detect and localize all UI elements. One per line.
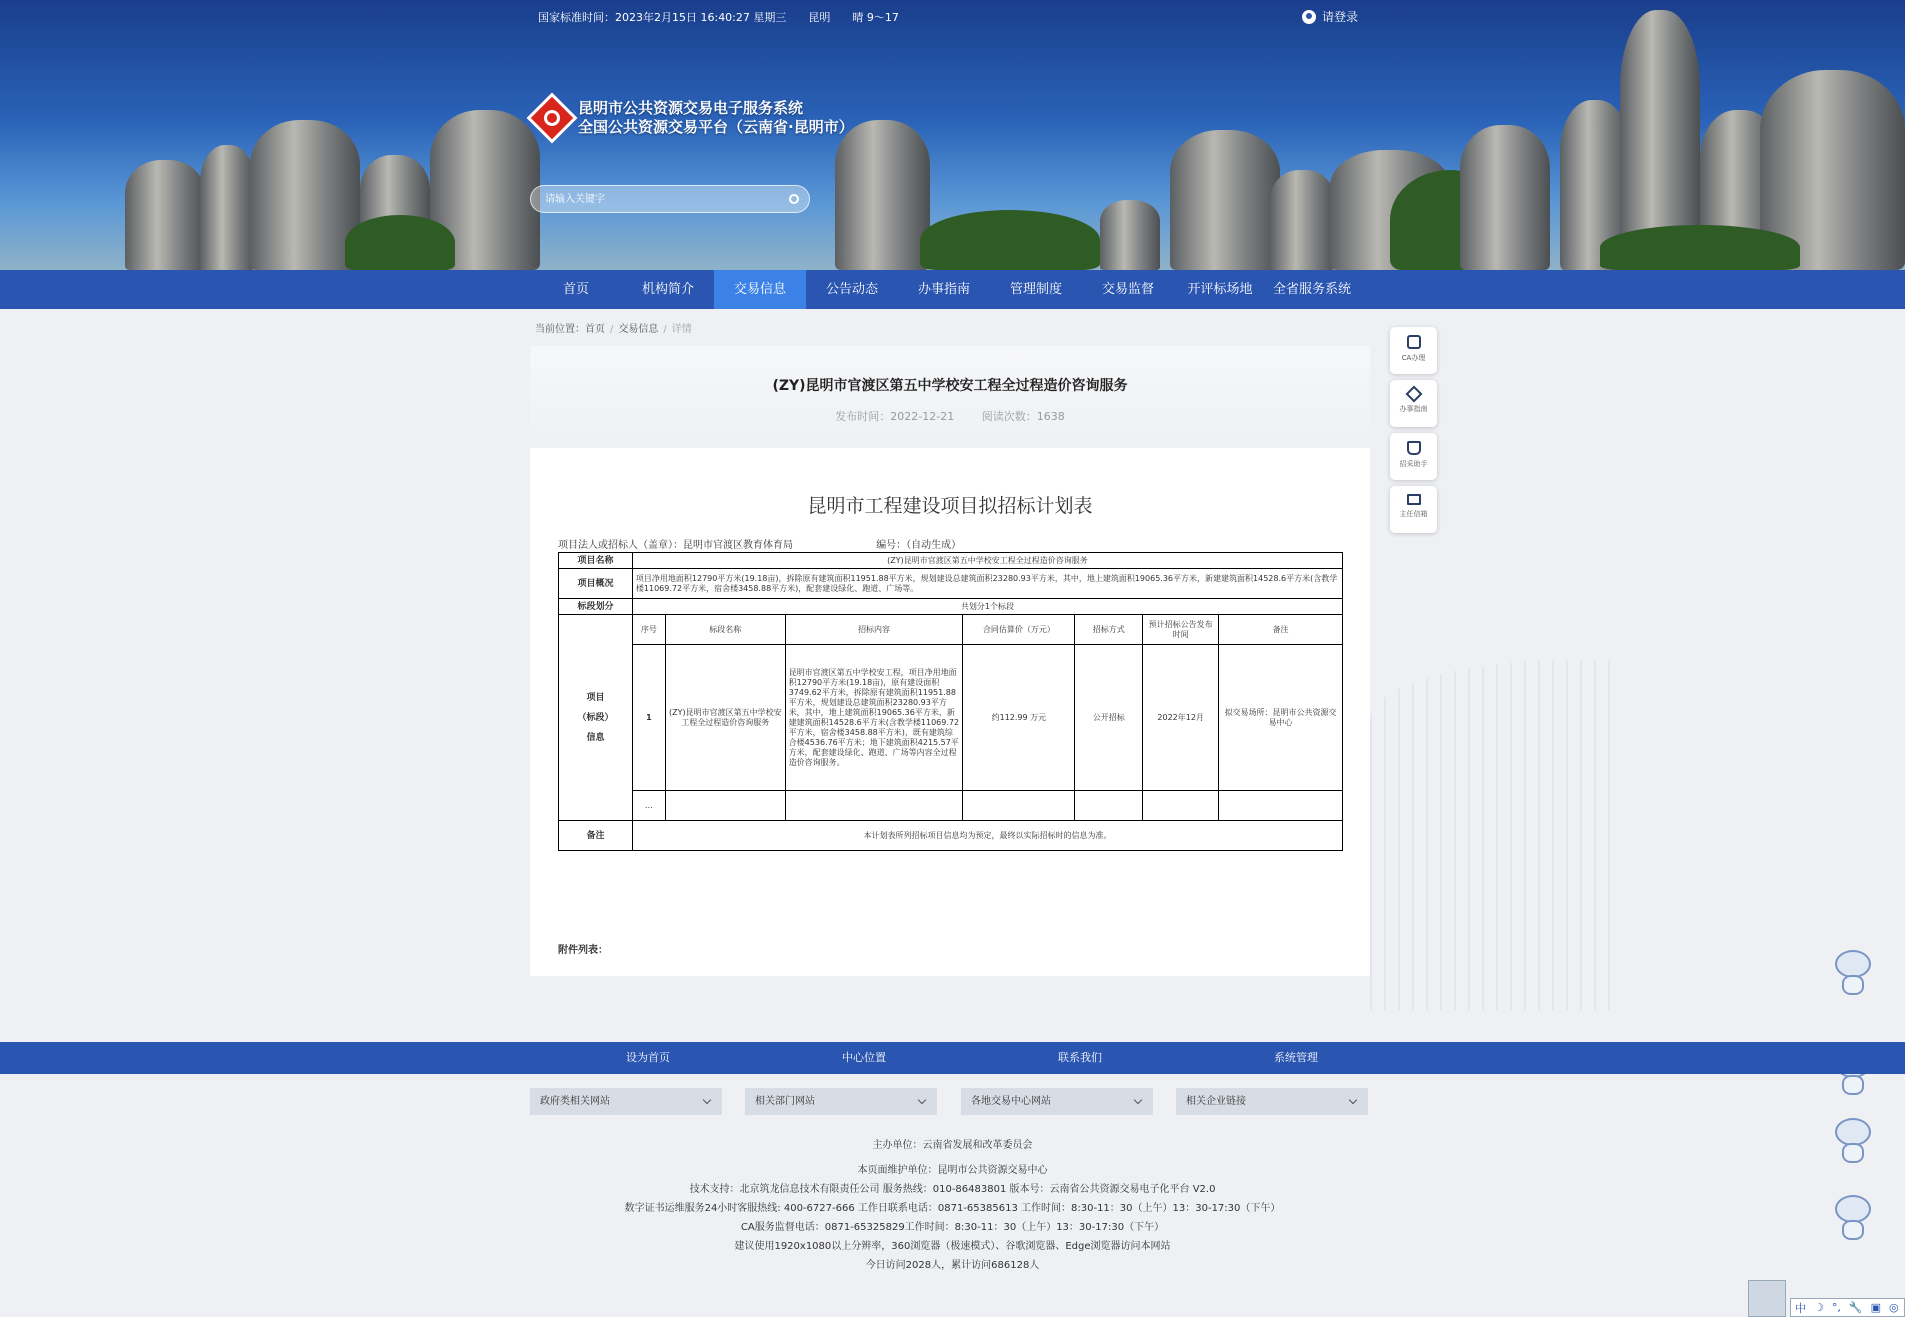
label-project-info-line1: 项目 [586,692,605,703]
tool-label: 办事指南 [1399,405,1428,413]
top-info-bar [538,9,899,25]
row-remark: 拟交易场所：昆明市公共资源交易中心 [1219,645,1343,791]
publish-date: 发布时间：2022-12-21 [835,410,955,423]
datetime-text: 国家标准时间：2023年2月15日 16:40:27 星期三 [538,11,787,24]
row-price: 约112.99 万元 [963,645,1075,791]
col-header-no: 序号 [632,615,665,645]
table-row [559,645,1343,791]
nav-item-home[interactable]: 首页 [562,282,589,297]
label-project-name: 项目名称 [559,553,633,569]
mail-icon [1407,494,1421,505]
project-overview-value: 项目净用地面积12790平方米(19.18亩)，拆除原有建筑面积11951.88平方米，规划建设总建筑面积23280.93平方米，其中，地上建筑面积19065.36平方米，新建建筑面积14528.6平方米(含教学楼11069.72平方米，宿舍楼3458.88平方米)，配套建设绿化、跑道、广场等。 [632,569,1342,599]
table-row [559,553,1343,569]
breadcrumb-current: 详情 [671,324,692,335]
user-icon [1302,10,1316,24]
main-nav [0,270,1905,309]
article-panel [530,346,1370,976]
label-remark: 备注 [559,821,633,851]
banner-rock [1270,170,1335,270]
nav-item-regulations[interactable]: 管理制度 [1009,282,1062,297]
banner-rock [1170,130,1280,270]
footer-info [0,1136,1905,1275]
table-header-row [559,615,1343,645]
punctuation-icon[interactable]: °, [1831,1301,1841,1314]
nav-item-guide[interactable]: 办事指南 [917,282,970,297]
document-owner: 项目法人或招标人（盖章）：昆明市官渡区教育体育局 [558,540,793,551]
search-box [530,185,810,213]
view-count: 阅读次数：1638 [981,410,1065,423]
footer-line: 技术支持：北京筑龙信息技术有限责任公司 服务热线：010-86483801 版本号：云南省公共资源交易电子化平台 V2.0 [689,1184,1216,1195]
footer-link-set-homepage[interactable]: 设为首页 [626,1051,670,1064]
table-row [559,791,1343,821]
breadcrumb-separator: / [663,324,667,335]
usb-key-icon [1407,335,1421,349]
table-row [559,599,1343,615]
select-department-sites[interactable]: 相关部门网站 [745,1088,937,1115]
select-government-sites[interactable]: 政府类相关网站 [530,1088,722,1115]
nav-item-announcements[interactable]: 公告动态 [825,282,878,297]
empty-cell [665,791,785,821]
basket-icon [1407,441,1421,455]
login-link[interactable] [1302,8,1358,25]
footer-links-bar [0,1042,1905,1074]
breadcrumb-home[interactable]: 首页 [585,324,605,335]
col-header-method: 招标方式 [1075,615,1143,645]
attachments-label: 附件列表： [558,945,608,956]
header-banner [0,0,1905,270]
remark-value: 本计划表所列招标项目信息均为预定，最终以实际招标时的信息为准。 [632,821,1342,851]
project-name-value: (ZY)昆明市官渡区第五中学校安工程全过程造价咨询服务 [632,553,1342,569]
footer-line: 本页面维护单位：昆明市公共资源交易中心 [857,1165,1048,1176]
tool-guide[interactable] [1390,380,1437,427]
tool-label: CA办理 [1401,354,1426,362]
banner-rock [835,120,930,270]
document-subheader [558,536,1041,551]
ime-avatar[interactable] [1748,1280,1786,1317]
document-number: 编号：（自动生成） [876,540,962,551]
send-icon [1405,386,1422,403]
article-title: (ZY)昆明市官渡区第五中学校安工程全过程造价咨询服务 [772,378,1128,394]
nav-item-province-services[interactable]: 全省服务系统 [1272,282,1351,297]
tool-label: 主任信箱 [1399,510,1428,518]
tool-ca[interactable] [1390,327,1437,374]
banner-rock [125,160,205,270]
banner-rock [1100,200,1160,270]
col-header-price: 合同估算价（万元） [963,615,1075,645]
footer-link-location[interactable]: 中心位置 [842,1051,886,1064]
keyboard-icon[interactable]: ▣ [1870,1301,1881,1314]
table-row [559,569,1343,599]
table-row [559,821,1343,851]
row-time: 2022年12月 [1143,645,1219,791]
breadcrumb-separator: / [610,324,614,335]
banner-tree [345,215,455,270]
ime-chinese-toggle[interactable]: 中 [1795,1301,1806,1315]
label-project-info-line3: 信息 [586,732,605,743]
tool-label: 招采助手 [1399,460,1428,468]
breadcrumb [535,320,692,335]
footer-link-contact[interactable]: 联系我们 [1058,1051,1102,1064]
empty-cell [1143,791,1219,821]
col-header-time: 预计招标公告发布时间 [1143,615,1219,645]
footer-line: CA服务监督电话：0871-65325829工作时间：8:30-11：30（上午）13：30-17:30（下午） [740,1222,1165,1233]
banner-tree [920,210,1100,270]
sections-value: 共划分1个标段 [632,599,1342,615]
moon-icon[interactable]: ☽ [1814,1301,1824,1314]
nav-item-trade-info[interactable]: 交易信息 [714,270,806,309]
mascot-icon[interactable] [1833,950,1873,998]
article-meta [530,408,1370,424]
nav-item-supervision[interactable]: 交易监督 [1101,282,1154,297]
footer-line: 建议使用1920x1080以上分辨率，360浏览器（极速模式）、谷歌浏览器、Edge浏览器访问本网站 [734,1241,1171,1252]
breadcrumb-trade-info[interactable]: 交易信息 [618,324,659,335]
ime-toolbar [1790,1298,1905,1317]
breadcrumb-prefix: 当前位置： [535,324,585,335]
label-project-info [559,615,633,821]
site-title-line2: 全国公共资源交易平台（云南省·昆明市） [578,118,854,136]
nav-item-venues[interactable]: 开评标场地 [1187,282,1253,297]
wrench-icon[interactable]: 🔧 [1848,1301,1863,1314]
weather-text: 晴 9～17 [852,11,899,24]
label-project-overview: 项目概况 [559,569,633,599]
article-header [530,346,1370,448]
row-method: 公开招标 [1075,645,1143,791]
banner-rock [1460,125,1550,270]
row-content: 昆明市官渡区第五中学校安工程，项目净用地面积12790平方米(19.18亩)，原有建设面积3749.62平方米，拆除原有建筑面积11951.88平方米，规划建设总建筑面积23280.93平方米，其中，地上建筑面积19065.36平方米，新建建筑面积14528.6平方米(含教学楼11069.72平方米，宿舍楼3458.88平方米)，既有建筑综合楼4536.76平方米；地下建筑面积4215.57平方米，配套建设绿化、跑道、广场等内容全过程造价咨询服务。 [785,645,963,791]
col-header-remark: 备注 [1219,615,1343,645]
banner-rock [200,145,255,270]
row-name: (ZY)昆明市官渡区第五中学校安工程全过程造价咨询服务 [665,645,785,791]
search-input[interactable] [531,186,771,212]
empty-cell [785,791,963,821]
site-title [578,99,854,137]
background-building-decoration [1370,660,1620,1010]
select-trade-center-sites[interactable]: 各地交易中心网站 [961,1088,1153,1115]
tool-procurement-assistant[interactable] [1390,433,1437,480]
settings-icon[interactable]: ◎ [1888,1301,1899,1314]
row-ellipsis: … [632,791,665,821]
tender-plan-table [558,552,1343,851]
label-sections: 标段划分 [559,599,633,615]
site-title-line1: 昆明市公共资源交易电子服务系统 [578,99,804,117]
footer-link-admin[interactable]: 系统管理 [1274,1051,1318,1064]
city-text: 昆明 [808,11,831,24]
search-icon[interactable] [789,194,799,204]
row-no: 1 [632,645,665,791]
empty-cell [1075,791,1143,821]
document-title: 昆明市工程建设项目拟招标计划表 [807,495,1093,517]
login-label: 请登录 [1322,10,1359,24]
banner-tree [1600,225,1800,270]
col-header-content: 招标内容 [785,615,963,645]
col-header-name: 标段名称 [665,615,785,645]
footer-line: 数字证书运维服务24小时客服热线: 400-6727-666 工作日联系电话：0871-65385613 工作时间：8:30-11：30（上午）13：30-17:30（下午） [624,1203,1281,1214]
select-enterprise-links[interactable]: 相关企业链接 [1176,1088,1368,1115]
footer-line: 今日访问2028人，累计访问686128人 [865,1260,1040,1271]
footer-line: 主办单位：云南省发展和改革委员会 [872,1140,1033,1151]
label-project-info-line2: （标段） [577,712,614,723]
empty-cell [963,791,1075,821]
nav-item-about[interactable]: 机构简介 [641,282,694,297]
tool-director-mailbox[interactable] [1390,486,1437,533]
empty-cell [1219,791,1343,821]
banner-rock [250,120,360,270]
